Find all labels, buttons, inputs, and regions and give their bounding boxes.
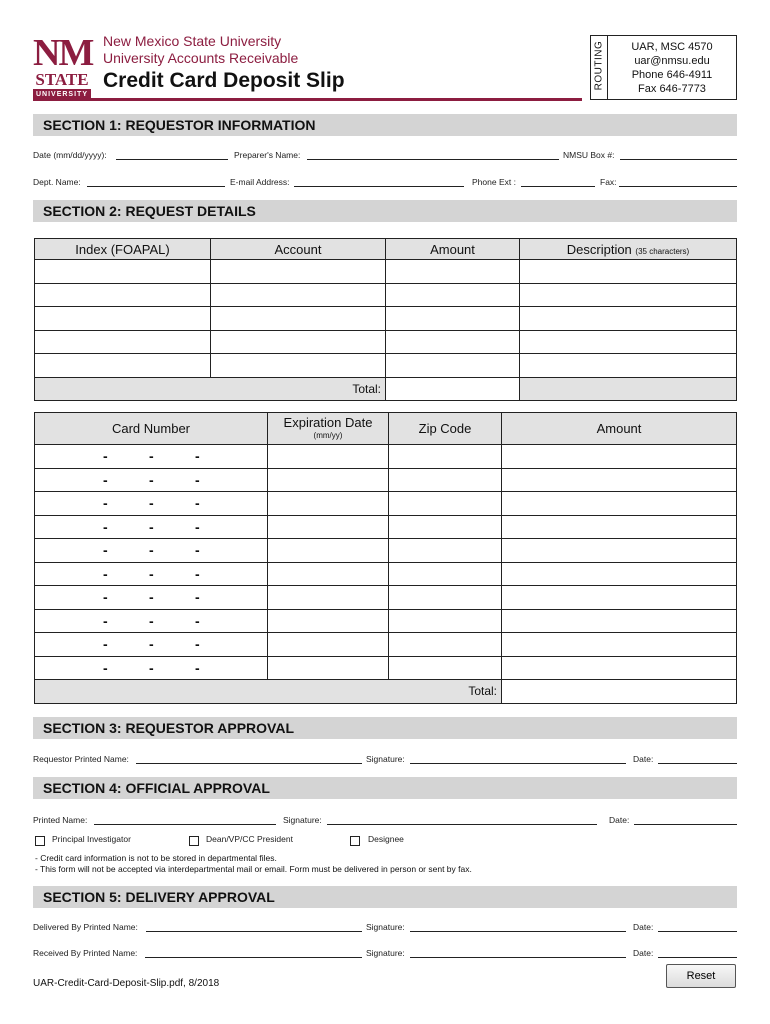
amount-cell[interactable] — [386, 283, 520, 307]
table-row — [35, 656, 737, 680]
routing-divider — [607, 35, 608, 100]
card-total-label: Total: — [35, 680, 502, 704]
index-cell[interactable] — [35, 330, 211, 354]
section-3-header: SECTION 3: REQUESTOR APPROVAL — [33, 717, 737, 739]
expiration-cell[interactable] — [268, 609, 389, 633]
table-row — [35, 283, 737, 307]
zip-cell[interactable] — [389, 586, 502, 610]
expiration-cell[interactable] — [268, 633, 389, 657]
date-field[interactable] — [116, 159, 228, 160]
zip-cell[interactable] — [389, 445, 502, 469]
account-cell[interactable] — [211, 260, 386, 284]
delivered-date-label: Date: — [633, 922, 654, 932]
zip-cell[interactable] — [389, 656, 502, 680]
checkbox-box[interactable] — [350, 836, 360, 846]
account-cell[interactable] — [211, 354, 386, 378]
checkbox-principal-investigator[interactable] — [35, 833, 45, 851]
description-cell[interactable] — [520, 260, 737, 284]
table-row — [35, 492, 737, 516]
table-row — [35, 468, 737, 492]
logo-state: STATE — [35, 70, 89, 89]
col-description — [520, 239, 737, 260]
col-expiration-label: Expiration Date — [283, 414, 373, 430]
amount-cell[interactable] — [502, 539, 737, 563]
total-row — [35, 377, 737, 401]
expiration-cell[interactable] — [268, 468, 389, 492]
delivered-signature-field[interactable] — [410, 931, 626, 932]
zip-cell[interactable] — [389, 515, 502, 539]
official-date-label: Date: — [609, 815, 630, 825]
amount-cell[interactable] — [502, 656, 737, 680]
card-details-table — [34, 412, 737, 704]
phone-ext-label: Phone Ext : — [472, 177, 516, 187]
official-signature-field[interactable] — [327, 824, 597, 825]
table-row — [35, 260, 737, 284]
description-cell[interactable] — [520, 283, 737, 307]
routing-line: uar@nmsu.edu — [634, 55, 710, 67]
zip-cell[interactable] — [389, 492, 502, 516]
amount-cell[interactable] — [502, 586, 737, 610]
amount-cell[interactable] — [502, 492, 737, 516]
amount-cell[interactable] — [502, 468, 737, 492]
footer-filename: UAR-Credit-Card-Deposit-Slip.pdf, 8/2018 — [33, 978, 220, 989]
section-4-header: SECTION 4: OFFICIAL APPROVAL — [33, 777, 737, 799]
card-total-amount-field[interactable] — [502, 680, 737, 704]
description-cell[interactable] — [520, 307, 737, 331]
requestor-name-field[interactable] — [136, 763, 362, 764]
amount-cell[interactable] — [502, 633, 737, 657]
delivered-by-field[interactable] — [146, 931, 362, 932]
section-5-header: SECTION 5: DELIVERY APPROVAL — [33, 886, 737, 908]
requestor-signature-field[interactable] — [410, 763, 626, 764]
col-index-foapal: Index (FOAPAL) — [35, 239, 211, 260]
request-details-table — [34, 238, 737, 401]
card-number-field[interactable]: - - - — [35, 586, 268, 610]
index-cell[interactable] — [35, 260, 211, 284]
card-number-field[interactable]: - - - — [35, 515, 268, 539]
email-label: E-mail Address: — [230, 177, 290, 187]
card-number-field[interactable]: - - - — [35, 609, 268, 633]
zip-cell[interactable] — [389, 562, 502, 586]
received-signature-label: Signature: — [366, 948, 405, 958]
card-number-field[interactable]: - - - — [35, 633, 268, 657]
description-cell[interactable] — [520, 330, 737, 354]
col-amount: Amount — [386, 239, 520, 260]
amount-cell[interactable] — [502, 515, 737, 539]
received-by-field[interactable] — [145, 957, 362, 958]
amount-cell[interactable] — [386, 307, 520, 331]
total-row — [35, 680, 737, 704]
index-cell[interactable] — [35, 354, 211, 378]
table-row — [35, 330, 737, 354]
principal-investigator-label: Principal Investigator — [52, 834, 131, 844]
note-storage: - Credit card information is not to be stored in departmental files. — [35, 853, 277, 863]
index-cell[interactable] — [35, 307, 211, 331]
description-note: (35 characters) — [635, 246, 690, 256]
account-cell[interactable] — [211, 307, 386, 331]
delivered-date-field[interactable] — [658, 931, 737, 932]
received-date-field[interactable] — [658, 957, 737, 958]
requestor-date-label: Date: — [633, 754, 654, 764]
section-2-header: SECTION 2: REQUEST DETAILS — [33, 200, 737, 222]
table-row — [35, 539, 737, 563]
received-signature-field[interactable] — [410, 957, 626, 958]
routing-line: Phone 646-4911 — [631, 69, 713, 81]
table-row — [35, 633, 737, 657]
card-number-field[interactable]: - - - — [35, 539, 268, 563]
designee-label: Designee — [368, 834, 404, 844]
routing-line: Fax 646-7773 — [638, 83, 706, 95]
col-description-label: Description — [566, 241, 632, 257]
preparer-label: Preparer's Name: — [234, 150, 301, 160]
total-label: Total: — [35, 377, 386, 401]
table-row — [35, 586, 737, 610]
logo-university: UNIVERSITY — [33, 89, 91, 100]
amount-cell[interactable] — [502, 562, 737, 586]
checkbox-dean-vp[interactable] — [189, 833, 199, 851]
zip-cell[interactable] — [389, 609, 502, 633]
expiration-cell[interactable] — [268, 515, 389, 539]
routing-line: UAR, MSC 4570 — [631, 41, 713, 53]
card-number-field[interactable]: - - - — [35, 468, 268, 492]
amount-cell[interactable] — [386, 330, 520, 354]
delivered-signature-label: Signature: — [366, 922, 405, 932]
date-label: Date (mm/dd/yyyy): — [33, 150, 107, 160]
index-cell[interactable] — [35, 283, 211, 307]
requestor-date-field[interactable] — [658, 763, 737, 764]
checkbox-box[interactable] — [35, 836, 45, 846]
preparer-name-field[interactable] — [307, 159, 559, 160]
nmsu-logo — [33, 32, 93, 101]
requestor-name-label: Requestor Printed Name: — [33, 754, 129, 764]
table-row — [35, 354, 737, 378]
expiration-cell[interactable] — [268, 562, 389, 586]
fax-label: Fax: — [600, 177, 617, 187]
received-date-label: Date: — [633, 948, 654, 958]
routing-info — [610, 40, 734, 96]
reset-button[interactable]: Reset — [666, 964, 736, 988]
card-number-field[interactable]: - - - — [35, 656, 268, 680]
official-signature-label: Signature: — [283, 815, 322, 825]
table-row — [35, 609, 737, 633]
zip-cell[interactable] — [389, 633, 502, 657]
exp-note: (mm/yy) — [313, 430, 343, 440]
title-rule — [33, 98, 582, 101]
requestor-signature-label: Signature: — [366, 754, 405, 764]
table-header-row — [35, 239, 737, 260]
total-blank-cell — [520, 377, 737, 401]
checkbox-designee[interactable] — [350, 833, 360, 851]
amount-cell[interactable] — [502, 445, 737, 469]
col-account: Account — [211, 239, 386, 260]
checkbox-box[interactable] — [189, 836, 199, 846]
dept-name-label: Dept. Name: — [33, 177, 81, 187]
dept-name-field[interactable] — [87, 186, 225, 187]
university-name: New Mexico State University — [103, 33, 282, 49]
description-cell[interactable] — [520, 354, 737, 378]
col-card-number: Card Number — [35, 413, 268, 445]
logo-nm: NM — [33, 32, 93, 74]
table-header-row — [35, 413, 737, 445]
page-title: Credit Card Deposit Slip — [103, 69, 345, 92]
expiration-cell[interactable] — [268, 492, 389, 516]
col-zip-code: Zip Code — [389, 413, 502, 445]
dean-vp-label: Dean/VP/CC President — [206, 834, 293, 844]
card-number-field[interactable]: - - - — [35, 492, 268, 516]
total-amount-field[interactable] — [386, 377, 520, 401]
expiration-cell[interactable] — [268, 445, 389, 469]
official-date-field[interactable] — [634, 824, 737, 825]
expiration-cell[interactable] — [268, 539, 389, 563]
amount-cell[interactable] — [386, 354, 520, 378]
delivered-by-label: Delivered By Printed Name: — [33, 922, 138, 932]
zip-cell[interactable] — [389, 468, 502, 492]
amount-cell[interactable] — [386, 260, 520, 284]
table-row — [35, 445, 737, 469]
account-cell[interactable] — [211, 330, 386, 354]
email-field[interactable] — [294, 186, 464, 187]
expiration-cell[interactable] — [268, 586, 389, 610]
col-expiration-date — [268, 413, 389, 445]
account-cell[interactable] — [211, 283, 386, 307]
department-name: University Accounts Receivable — [103, 50, 299, 66]
nmsu-box-label: NMSU Box #: — [563, 150, 615, 160]
table-row — [35, 515, 737, 539]
card-number-field[interactable]: - - - — [35, 445, 268, 469]
table-row — [35, 562, 737, 586]
official-name-field[interactable] — [94, 824, 276, 825]
nmsu-box-field[interactable] — [620, 159, 737, 160]
amount-cell[interactable] — [502, 609, 737, 633]
official-name-label: Printed Name: — [33, 815, 88, 825]
received-by-label: Received By Printed Name: — [33, 948, 138, 958]
card-number-field[interactable]: - - - — [35, 562, 268, 586]
note-delivery: - This form will not be accepted via interdepartmental mail or email. Form must be delivered in person or sent by fax. — [35, 864, 472, 874]
col-card-amount: Amount — [502, 413, 737, 445]
expiration-cell[interactable] — [268, 656, 389, 680]
phone-ext-field[interactable] — [521, 186, 595, 187]
routing-label: ROUTING — [593, 40, 605, 91]
zip-cell[interactable] — [389, 539, 502, 563]
table-row — [35, 307, 737, 331]
fax-field[interactable] — [619, 186, 737, 187]
section-1-header: SECTION 1: REQUESTOR INFORMATION — [33, 114, 737, 136]
